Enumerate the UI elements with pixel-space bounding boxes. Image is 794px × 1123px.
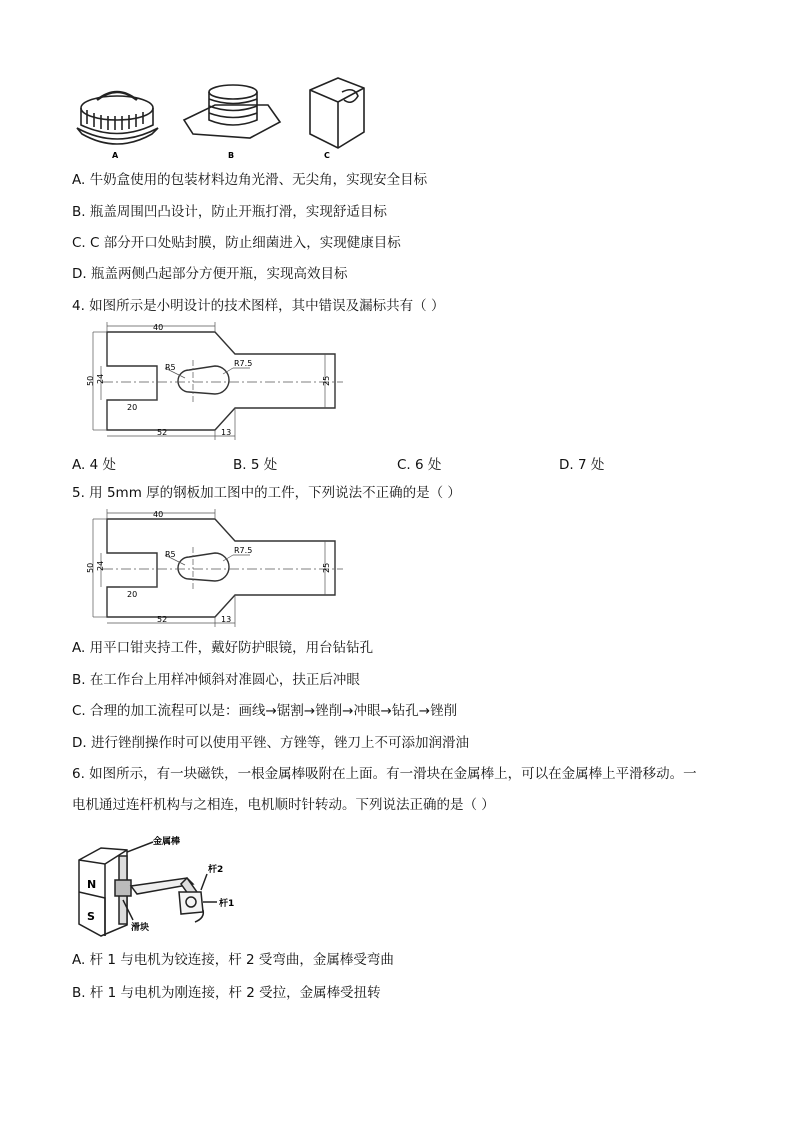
technical-drawing-q5 [85,507,345,632]
dim-r7-5: R7.5 [234,359,253,368]
dim-52: 52 [157,428,168,437]
dim-13: 13 [221,428,232,437]
q4-option-a: A. 4 处 [72,457,116,473]
figure-label-b: B [228,151,235,160]
technical-drawing-q4 [85,320,345,445]
q5-option-c: C. 合理的加工流程可以是：画线→锯割→锉削→冲眼→钻孔→锉削 [72,703,458,719]
dim-25: 25 [322,375,331,386]
bottle-cap-sketch-b [184,85,280,138]
q3-option-d: D. 瓶盖两侧凸起部分方便开瓶，实现高效目标 [72,266,348,282]
dim-25: 25 [322,562,331,573]
q5-option-a: A. 用平口钳夹持工件，戴好防护眼镜，用台钻钻孔 [72,640,374,656]
bottle-cap-sketch-a [77,92,158,144]
q6-stem-line2: 电机通过连杆机构与之相连，电机顺时针转动。下列说法正确的是（ ） [72,797,495,813]
dim-r5: R5 [165,363,176,372]
q4-option-b: B. 5 处 [233,457,278,473]
figure-label-a: A [112,151,119,160]
q3-option-b: B. 瓶盖周围凹凸设计，防止开瓶打滑，实现舒适目标 [72,204,387,220]
dim-24: 24 [96,560,105,571]
dim-20: 20 [127,590,138,599]
q6-option-a: A. 杆 1 与电机为铰连接，杆 2 受弯曲，金属棒受弯曲 [72,952,394,968]
q6-stem-line1: 6. 如图所示，有一块磁铁，一根金属棒吸附在上面。有一滑块在金属棒上，可以在金属棒上平滑移动。一 [72,766,697,782]
dim-13: 13 [221,615,232,624]
dim-52: 52 [157,615,168,624]
q5-stem: 5. 用 5mm 厚的钢板加工图中的工件，下列说法不正确的是（ ） [72,485,461,501]
dim-r7-5: R7.5 [234,546,253,555]
q6-option-b: B. 杆 1 与电机为刚连接，杆 2 受拉，金属棒受扭转 [72,985,381,1001]
magnet-linkage-figure [75,830,265,940]
q4-option-c: C. 6 处 [397,457,442,473]
dim-40: 40 [153,510,164,519]
q4-stem: 4. 如图所示是小明设计的技术图样，其中错误及漏标共有（ ） [72,298,445,314]
figure-label-c: C [324,151,330,160]
magnet-pole-n: N [87,878,97,891]
magnet-pole-s: S [87,910,95,923]
packaging-figure [72,70,372,165]
dim-r5: R5 [165,550,176,559]
dim-50: 50 [86,375,95,386]
label-slider: 滑块 [131,923,150,933]
label-bar1: 杆1 [219,899,235,909]
dim-24: 24 [96,373,105,384]
dim-40: 40 [153,323,164,332]
q4-option-d: D. 7 处 [559,457,605,473]
q3-option-c: C. C 部分开口处贴封膜，防止细菌进入，实现健康目标 [72,235,401,251]
q5-option-b: B. 在工作台上用样冲倾斜对准圆心，扶正后冲眼 [72,672,360,688]
q3-option-a: A. 牛奶盒使用的包装材料边角光滑、无尖角，实现安全目标 [72,172,428,188]
milk-carton-sketch-c [310,78,364,148]
q5-option-d: D. 进行锉削操作时可以使用平锉、方锉等，锉刀上不可添加润滑油 [72,735,469,751]
dim-20: 20 [127,403,138,412]
label-metal-rod: 金属棒 [153,837,181,847]
dim-50: 50 [86,562,95,573]
label-bar2: 杆2 [208,865,224,875]
